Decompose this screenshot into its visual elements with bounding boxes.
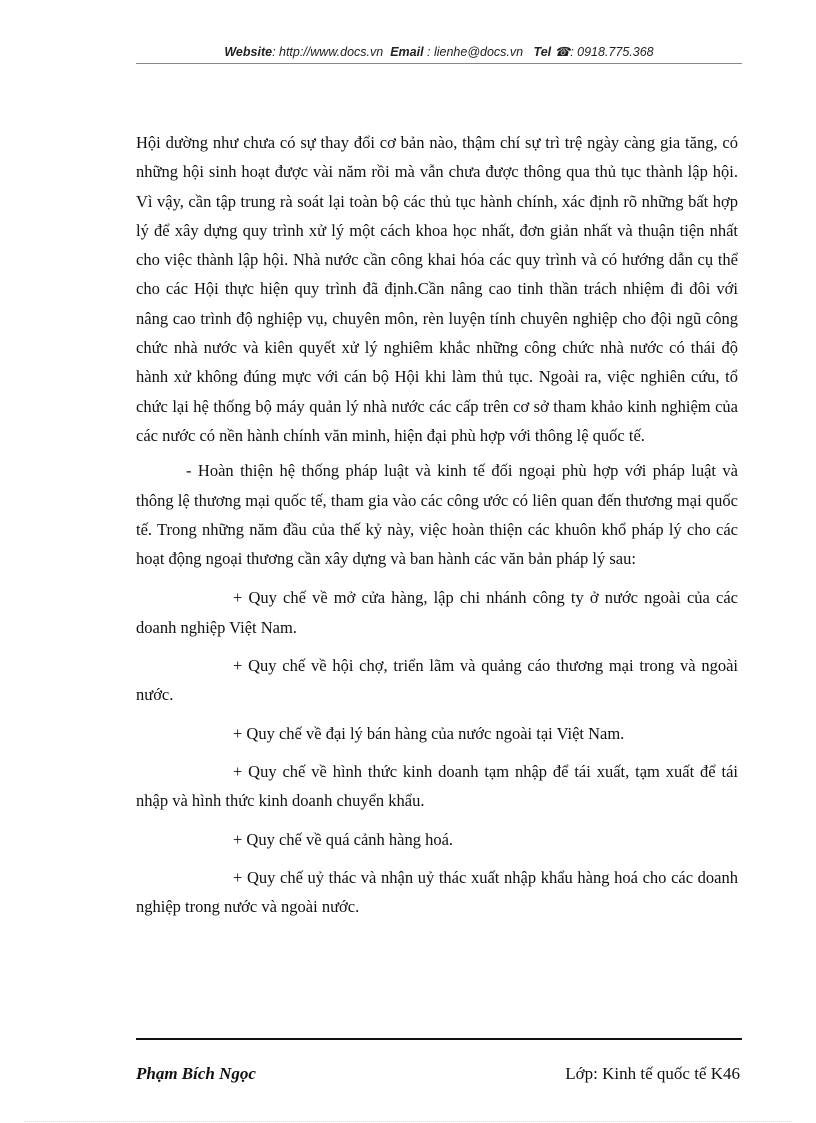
paragraph: - Hoàn thiện hệ thống pháp luật và kinh tế đối ngoại phù hợp với pháp luật và thông lệ thương mại quốc tế, tham gia vào các công ước có liên quan đến thương mại quốc tế. Trong những năm đầu của thế kỷ này, việc hoàn thiện các khuôn khổ pháp lý cho các hoạt động ngoại thương cần xây dựng và ban hành các văn bản pháp lý sau: [136,461,738,569]
tel-number: : 0918.775.368 [570,45,654,59]
website-url[interactable]: : http://www.docs.vn [272,45,384,59]
footer-divider [136,1038,742,1040]
list-item: + Quy chế về hội chợ, triển lãm và quảng cáo thương mại trong và ngoài nước. [136,656,738,705]
tel-label: Tel [533,45,552,59]
list-item: + Quy chế về quá cảnh hàng hoá. [233,829,454,849]
list-item: + Quy chế về mở cửa hàng, lập chi nhánh công ty ở nước ngoài của các doanh nghiệp Việt Nam. [136,588,738,637]
list-item: + Quy chế uỷ thác và nhận uỷ thác xuất nhập khẩu hàng hoá cho các doanh nghiệp trong nước và ngoài nước. [136,867,738,917]
email-label: Email [390,45,424,59]
page-header [136,44,742,59]
website-label: Website [224,45,273,59]
paragraph: Hội dường như chưa có sự thay đổi cơ bản nào, thậm chí sự trì trệ ngày càng gia tăng, có những hội sinh hoạt được vài năm rồi mà vẫn chưa được thông qua thủ tục thành lập hội. Vì vậy, cần tập trung rà soát lại toàn bộ các thủ tục hành chính, xác định rõ những bất hợp lý để xây dựng quy trình xử lý một cách khoa học nhất, đơn giản nhất và thuận tiện nhất cho việc thành lập hội. Nhà nước cần công khai hóa các quy trình và có hướng dẫn cụ thể cho các Hội thực hiện quy trình đã định.Cần nâng cao tinh thần trách nhiệm đi đôi với nâng cao trình độ nghiệp vụ, chuyên môn, rèn luyện tính chuyên nghiệp cho đội ngũ công chức nhà nước và kiên quyết xử lý nghiêm khắc những công chức nhà nước có thái độ hành xử không đúng mực với cán bộ Hội khi làm thủ tục. Ngoài ra, việc nghiên cứu, tổ chức lại hệ thống bộ máy quản lý nhà nước các cấp trên cơ sở tham khảo kinh nghiệm của các nước có nền hành chính văn minh, hiện đại phù hợp với thông lệ quốc tế. [136,133,738,445]
footer-author: Phạm Bích Ngọc [136,1064,256,1083]
page-bottom-border [24,1121,792,1122]
email-address[interactable]: : lienhe@docs.vn [427,45,524,59]
document-body [136,128,738,930]
list-item: + Quy chế về đại lý bán hàng của nước ngoài tại Việt Nam. [233,723,625,743]
phone-icon: ☎ [554,45,571,59]
header-divider [136,63,742,64]
list-item: + Quy chế về hình thức kinh doanh tạm nhập để tái xuất, tạm xuất để tái nhập và hình thức kinh doanh chuyển khẩu. [136,761,738,811]
footer-class: Lớp: Kinh tế quốc tế K46 [565,1064,740,1083]
